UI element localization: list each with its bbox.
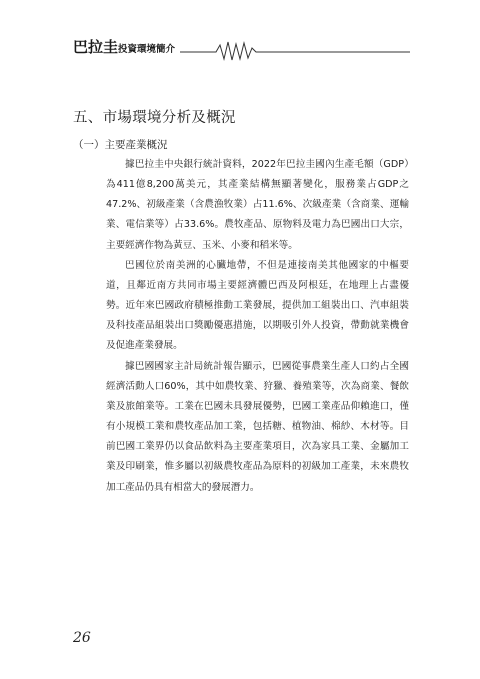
section-heading: 五、市場環境分析及概況 [73,110,236,126]
paragraph: 據巴國國家主計局統計報告顯示，巴國從事農業生產人口約占全國經濟活動人口60%，其中如農牧業、狩獵、養殖業等，次為商業、餐飲業及旅館業等。工業在巴國未具發展優勢，巴國工業產品仰賴進口，僅有小規模工業和農牧產品加工業，包括糖、植物油、棉紗、木材等。目前巴國工業界仍以食品飲料為主要產業項目，次為家具工業、金屬加工業及印刷業，惟多屬以初級農牧產品為原料的初級加工產業，未來農牧加工產品仍具有相當大的發展潛力。 [106,360,409,493]
paragraph: 據巴拉圭中央銀行統計資料，2022年巴拉圭國內生產毛額（GDP）為411億8,200萬美元，其產業結構無顯著變化，服務業占GDP之47.2%、初級產業（含農漁牧業）占11.6%、次級產業（含商業、運輸業、電信業等）占33.6%。農牧產品、原物料及電力為巴國出口大宗，主要經濟作物為黃豆、玉米、小麥和稻米等。 [106,159,409,251]
page-number: 26 [73,630,91,646]
header-title-sub: 投資環境簡介 [118,44,176,55]
paragraph: 巴國位於南美洲的心臟地帶，不但是連接南美其他國家的中樞要道，且鄰近南方共同市場主要經濟體巴西及阿根廷，在地理上占盡優勢。近年來巴國政府積極推動工業發展，提供加工組裝出口、汽車組裝及科技產品組裝出口獎勵優惠措施，以期吸引外人投資，帶動就業機會及促進產業發展。 [106,259,409,352]
header-title-main: 巴拉圭 [73,38,119,56]
subsection-heading: （一）主要產業概況 [73,139,168,151]
page-header [0,0,480,70]
body-text [106,155,409,498]
header-waveform-line [0,40,480,70]
